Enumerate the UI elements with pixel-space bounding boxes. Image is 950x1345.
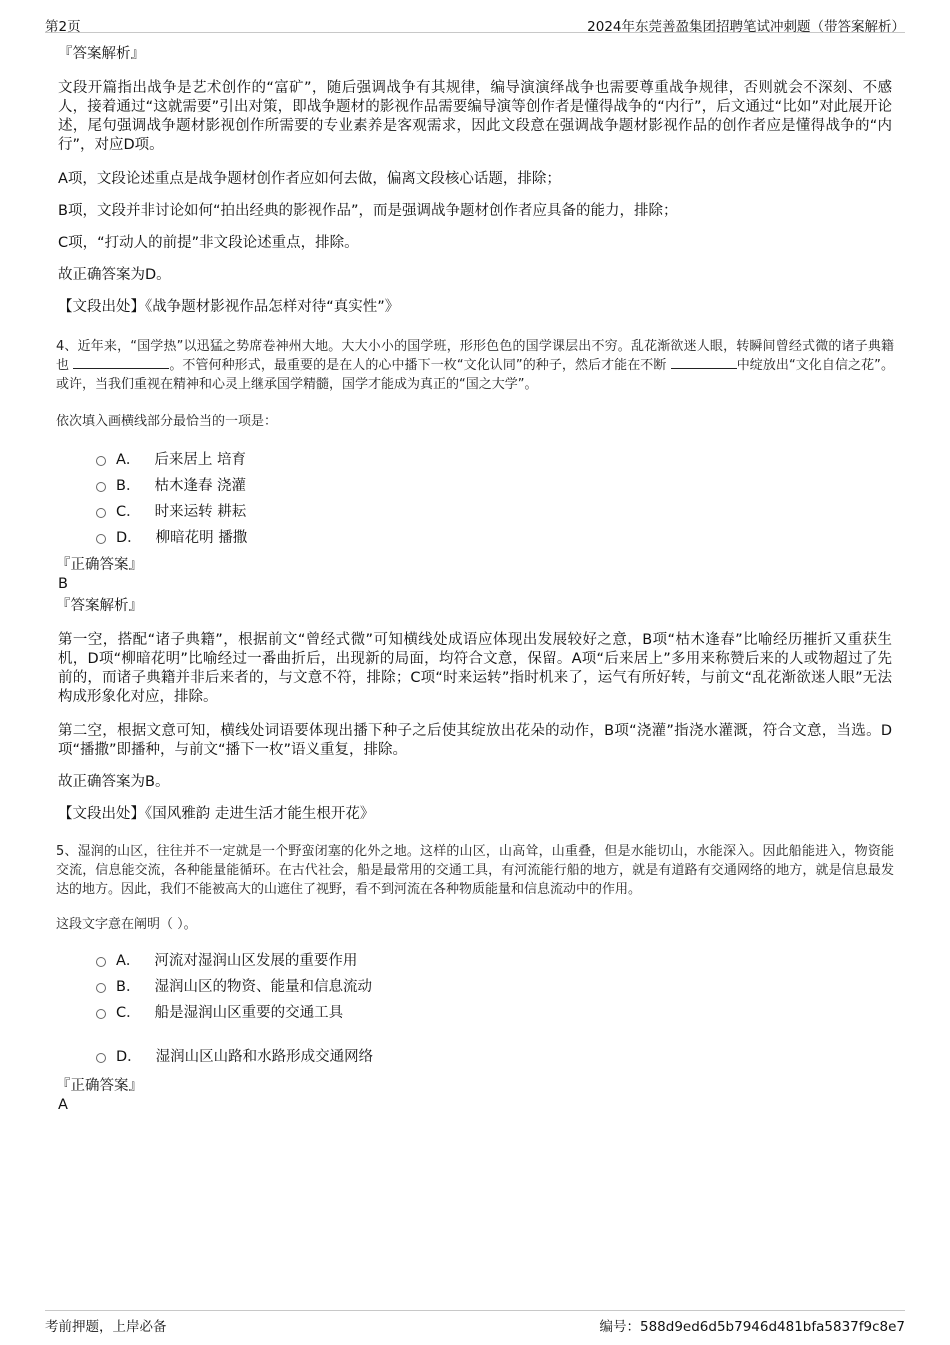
conclusion: 故正确答案为B。 xyxy=(58,774,170,790)
passage-source: 【文段出处】《国风雅韵 走进生活才能生根开花》 xyxy=(58,806,375,822)
footer-slogan: 考前押题，上岸必备 xyxy=(45,1319,167,1335)
question-stem: 5、湿润的山区，往往并不一定就是一个野蛮闭塞的化外之地。这样的山区，山高耸，山重叠，但是水能切山，水能深入。因此船能进入，物资能交流，信息能交流，各种能量能循环。在古代社会，船是最常用的交通工具，有河流能行船的地方，就是有道路有交通网络的地方，就是信息最发达的地方。因此，我们不能被高大的山遮住了视野，看不到河流在各种物质能量和信息流动中的作用。 xyxy=(56,844,894,897)
analysis-paragraph: 第二空，根据文意可知，横线处词语要体现出播下种子之后使其绽放出花朵的动作，B项“浇灌”指浇水灌溉，符合文意，当选。D项“播撒”即播种，与前文“播下一枚”语义重复，排除。 xyxy=(58,723,892,758)
option-b[interactable]: B． 枯木逢春 浇灌 xyxy=(96,471,894,497)
option-c[interactable]: C． 时来运转 耕耘 xyxy=(96,497,894,523)
page-footer xyxy=(45,1310,905,1335)
page-header xyxy=(45,12,905,33)
option-a[interactable]: A． 河流对湿润山区发展的重要作用 xyxy=(96,946,894,972)
conclusion: 故正确答案为D。 xyxy=(58,267,171,283)
passage-source: 【文段出处】《战争题材影视作品怎样对待“真实性”》 xyxy=(58,299,400,315)
correct-answer: A xyxy=(58,1097,68,1113)
page-number: 第2页 xyxy=(45,19,81,35)
correct-answer-label: 『正确答案』 xyxy=(56,557,143,573)
correct-answer-label: 『正确答案』 xyxy=(56,1078,143,1094)
question-stem: 4、近年来，“国学热”以迅猛之势席卷神州大地。大大小小的国学班，形形色色的国学课层出不穷。乱花渐欲迷人眼，转瞬间曾经式微的诸子典籍也 。不管何种形式，最重要的是在人的心中播下一枚“文化认同”的种子，然后才能在不断 中绽放出“文化自信之花”。或许，当我们重视在精神和心灵上继承国学精髓，国学才能成为真正的“国之大学”。 xyxy=(56,339,894,392)
option-b[interactable]: B． 湿润山区的物资、能量和信息流动 xyxy=(96,972,894,998)
analysis-paragraph: 文段开篇指出战争是艺术创作的“富矿”，随后强调战争有其规律，编导演演绎战争也需要尊重战争规律，否则就会不深刻、不感人，接着通过“这就需要”引出对策，即战争题材的影视作品需要编导演等创作者是懂得战争的“内行”，后文通过“比如”对此展开论述，尾句强调战争题材影视创作所需要的专业素养是客观需求，因此文段意在强调战争题材影视作品的创作者应是懂得战争的“内行”，对应D项。 xyxy=(58,80,892,153)
document-title: 2024年东莞善盈集团招聘笔试冲刺题（带答案解析） xyxy=(587,19,905,35)
option-list xyxy=(96,946,894,1068)
radio-icon[interactable] xyxy=(96,983,106,993)
answer-analysis-label: 『答案解析』 xyxy=(56,598,143,614)
radio-icon[interactable] xyxy=(96,534,106,544)
analysis-option-a: A项，文段论述重点是战争题材创作者应如何去做，偏离文段核心话题，排除； xyxy=(58,171,561,187)
radio-icon[interactable] xyxy=(96,1009,106,1019)
fill-blank-1 xyxy=(73,356,169,369)
analysis-option-c: C项，“打动人的前提”非文段论述重点，排除。 xyxy=(58,235,359,251)
option-a[interactable]: A． 后来居上 培育 xyxy=(96,445,894,471)
correct-answer: B xyxy=(58,576,68,592)
radio-icon[interactable] xyxy=(96,1053,106,1063)
option-d[interactable]: D． 柳暗花明 播撒 xyxy=(96,523,894,549)
document-code: 编号：588d9ed6d5b7946d481bfa5837f9c8e7 xyxy=(599,1319,905,1335)
question-prompt: 依次填入画横线部分最恰当的一项是： xyxy=(56,414,278,429)
radio-icon[interactable] xyxy=(96,482,106,492)
option-list xyxy=(96,445,894,549)
option-c[interactable]: C． 船是湿润山区重要的交通工具 xyxy=(96,998,894,1024)
analysis-paragraph: 第一空，搭配“诸子典籍”，根据前文“曾经式微”可知横线处成语应体现出发展较好之意，B项“枯木逢春”比喻经历摧折又重获生机，D项“柳暗花明”比喻经过一番曲折后，出现新的局面，均符合文意，保留。A项“后来居上”多用来称赞后来的人或物超过了先前的，而诸子典籍并非后来者的，与文意不符，排除；C项“时来运转”指时机来了，运气有所好转，与前文“乱花渐欲迷人眼”无法构成形象化对应，排除。 xyxy=(58,632,892,705)
radio-icon[interactable] xyxy=(96,957,106,967)
radio-icon[interactable] xyxy=(96,508,106,518)
question-prompt: 这段文字意在阐明（ ）。 xyxy=(56,917,197,932)
option-d[interactable]: D． 湿润山区山路和水路形成交通网络 xyxy=(96,1042,894,1068)
radio-icon[interactable] xyxy=(96,456,106,466)
analysis-option-b: B项，文段并非讨论如何“拍出经典的影视作品”，而是强调战争题材创作者应具备的能力，排除； xyxy=(58,203,678,219)
fill-blank-2 xyxy=(671,356,737,369)
main-content xyxy=(56,42,894,1113)
answer-analysis-label: 『答案解析』 xyxy=(58,46,145,62)
